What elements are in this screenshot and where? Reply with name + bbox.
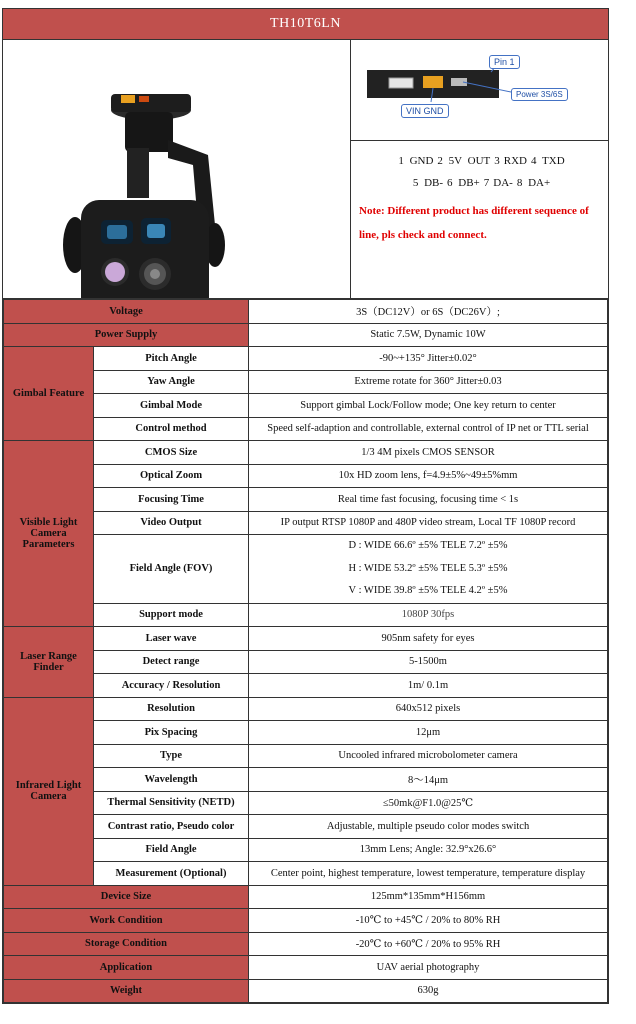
row-label: Resolution	[94, 697, 249, 721]
power-callout: Power 3S/6S	[511, 88, 568, 101]
table-row	[4, 300, 608, 324]
row-label: Laser wave	[94, 627, 249, 651]
row-value: IP output RTSP 1080P and 480P video stream, Local TF 1080P record	[249, 511, 608, 535]
table-row	[4, 627, 608, 651]
row-value	[249, 535, 608, 604]
row-value: 5-1500m	[249, 650, 608, 674]
pinout-row	[359, 177, 604, 189]
top-section	[3, 40, 608, 299]
vin-gnd-callout: VIN GND	[401, 104, 449, 118]
row-value: Extreme rotate for 360° Jitter±0.03	[249, 370, 608, 394]
table-row	[4, 417, 608, 441]
pin-label: DA-	[493, 177, 513, 189]
fov-v: V : WIDE 39.8º ±5% TELE 4.2º ±5%	[348, 585, 508, 596]
table-row	[4, 697, 608, 721]
table-row	[4, 956, 608, 980]
spec-sheet	[2, 8, 609, 1004]
row-value: Static 7.5W, Dynamic 10W	[249, 323, 608, 347]
row-value: 12μm	[249, 721, 608, 745]
row-label: Measurement (Optional)	[94, 862, 249, 886]
pin-label: RXD	[503, 155, 527, 167]
row-value: -90~+135° Jitter±0.02°	[249, 347, 608, 371]
pin-label: 6 DB+	[447, 177, 480, 189]
row-value: -10℃ to +45℃ / 20% to 80% RH	[249, 909, 608, 933]
pin-label: 5 DB-	[412, 177, 444, 189]
row-label: Optical Zoom	[94, 464, 249, 488]
row-label: Field Angle (FOV)	[94, 535, 249, 604]
row-value: Support gimbal Lock/Follow mode; One key return to center	[249, 394, 608, 418]
row-value: 630g	[249, 979, 608, 1003]
table-row	[4, 441, 608, 465]
pinout-section	[351, 141, 608, 298]
table-row	[4, 838, 608, 862]
connector-panel	[351, 40, 608, 298]
table-row	[4, 394, 608, 418]
row-label: Pix Spacing	[94, 721, 249, 745]
connector-diagram	[351, 40, 608, 141]
gimbal-camera-image	[3, 40, 349, 298]
row-label: Pitch Angle	[94, 347, 249, 371]
row-label: Weight	[4, 979, 249, 1003]
row-value: Speed self-adaption and controllable, external control of IP net or TTL serial	[249, 417, 608, 441]
category-label: Visible Light Camera Parameters	[4, 441, 94, 627]
row-value: Uncooled infrared microbolometer camera	[249, 744, 608, 768]
pinout-row	[359, 155, 604, 167]
row-value: 3S（DC12V）or 6S（DC26V）;	[249, 300, 608, 324]
row-value: -20℃ to +60℃ / 20% to 95% RH	[249, 932, 608, 956]
row-label: Voltage	[4, 300, 249, 324]
table-row	[4, 979, 608, 1003]
row-label: Focusing Time	[94, 488, 249, 512]
row-value: 10x HD zoom lens, f=4.9±5%~49±5%mm	[249, 464, 608, 488]
table-row	[4, 909, 608, 933]
pin-label: 1 GND	[398, 155, 434, 167]
table-row	[4, 791, 608, 815]
pin1-callout: Pin 1	[489, 55, 520, 69]
row-value: 1/3 4M pixels CMOS SENSOR	[249, 441, 608, 465]
table-row	[4, 488, 608, 512]
table-row	[4, 768, 608, 792]
row-label: CMOS Size	[94, 441, 249, 465]
row-label: Application	[4, 956, 249, 980]
row-value: Center point, highest temperature, lowest temperature, temperature display	[249, 862, 608, 886]
pin-label: 3	[494, 155, 500, 167]
row-value: UAV aerial photography	[249, 956, 608, 980]
row-label: Accuracy / Resolution	[94, 674, 249, 698]
table-row	[4, 885, 608, 909]
row-value: 640x512 pixels	[249, 697, 608, 721]
fov-d: D : WIDE 66.6º ±5% TELE 7.2º ±5%	[348, 540, 508, 551]
row-label: Work Condition	[4, 909, 249, 933]
category-label: Infrared Light Camera	[4, 697, 94, 885]
row-value: Real time fast focusing, focusing time < 1s	[249, 488, 608, 512]
row-value: 1080P 30fps	[249, 603, 608, 627]
row-label: Power Supply	[4, 323, 249, 347]
table-row	[4, 603, 608, 627]
row-label: Device Size	[4, 885, 249, 909]
row-label: Contrast ratio, Pseudo color	[94, 815, 249, 839]
pin-label: 2 5V OUT	[437, 155, 491, 167]
table-row	[4, 862, 608, 886]
product-title: TH10T6LN	[3, 9, 608, 40]
table-row	[4, 464, 608, 488]
row-label: Control method	[94, 417, 249, 441]
connector-board-image	[351, 40, 608, 140]
table-row	[4, 511, 608, 535]
pin-label: 8 DA+	[516, 177, 551, 189]
product-photo	[3, 40, 351, 298]
row-label: Type	[94, 744, 249, 768]
row-label: Support mode	[94, 603, 249, 627]
table-row	[4, 535, 608, 604]
row-label: Gimbal Mode	[94, 394, 249, 418]
table-row	[4, 721, 608, 745]
spec-table	[3, 299, 608, 1003]
table-row	[4, 744, 608, 768]
table-row	[4, 932, 608, 956]
row-label: Detect range	[94, 650, 249, 674]
table-row	[4, 815, 608, 839]
row-value: Adjustable, multiple pseudo color modes switch	[249, 815, 608, 839]
wiring-note: Note: Different product has different sequence of line, pls check and connect.	[359, 205, 589, 241]
row-label: Yaw Angle	[94, 370, 249, 394]
row-value: ≤50mk@F1.0@25℃	[249, 791, 608, 815]
table-row	[4, 650, 608, 674]
row-value: 8～14μm	[249, 768, 608, 792]
row-value: 905nm safety for eyes	[249, 627, 608, 651]
row-label: Storage Condition	[4, 932, 249, 956]
pin-label: 7	[483, 177, 490, 189]
row-label: Video Output	[94, 511, 249, 535]
row-value: 13mm Lens; Angle: 32.9°x26.6°	[249, 838, 608, 862]
row-value: 125mm*135mm*H156mm	[249, 885, 608, 909]
pin-label: 4 TXD	[531, 155, 565, 167]
table-row	[4, 370, 608, 394]
fov-h: H : WIDE 53.2º ±5% TELE 5.3º ±5%	[348, 562, 508, 574]
row-label: Field Angle	[94, 838, 249, 862]
table-row	[4, 323, 608, 347]
row-label: Wavelength	[94, 768, 249, 792]
row-label: Thermal Sensitivity (NETD)	[94, 791, 249, 815]
row-value: 1m/ 0.1m	[249, 674, 608, 698]
category-label: Gimbal Feature	[4, 347, 94, 441]
table-row	[4, 674, 608, 698]
category-label: Laser Range Finder	[4, 627, 94, 698]
table-row	[4, 347, 608, 371]
